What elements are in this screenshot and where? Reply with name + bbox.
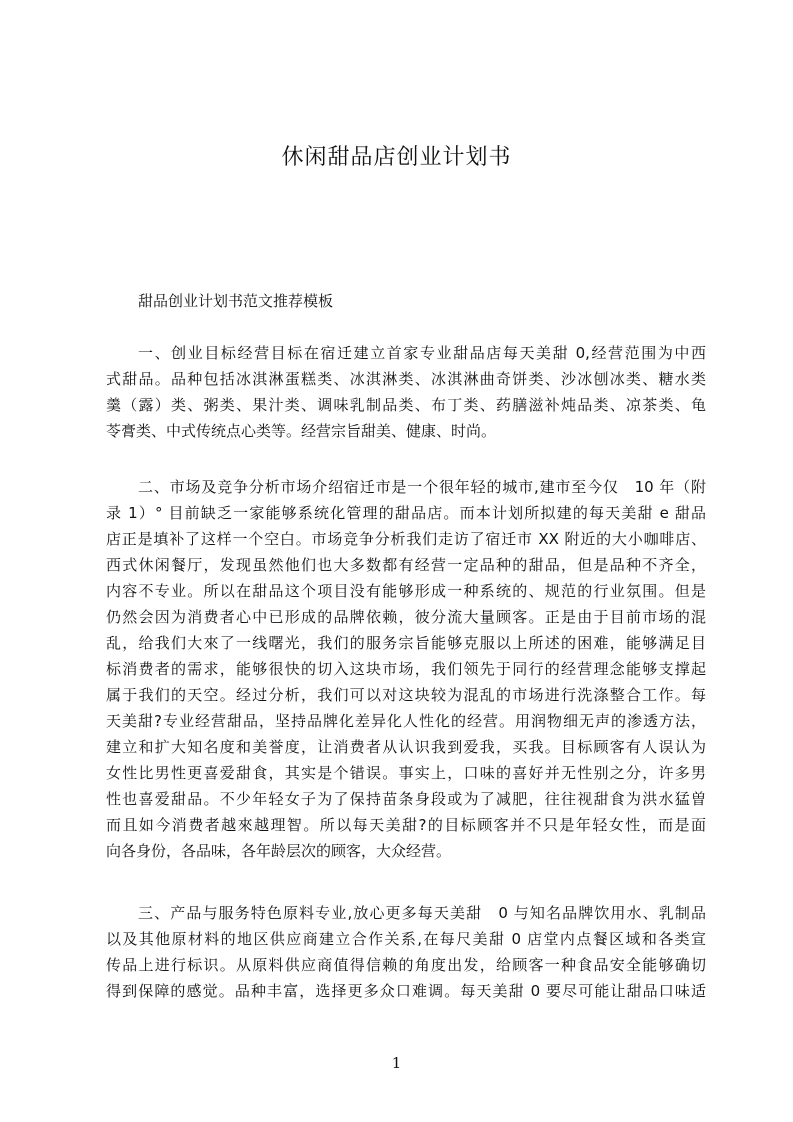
document-title: 休闲甜品店创业计划书	[281, 145, 512, 170]
paragraph-market-analysis	[106, 474, 706, 864]
paragraph-line: 而且如今消费者越來越理智。所以每天美甜?的目标顾客并不只是年轻女性，而是面	[106, 816, 706, 834]
paragraph-line: 店正是填补了这样一个空白。市场竞争分析我们走访了宿迁市 XX 附近的大小咖啡店、	[106, 530, 706, 548]
paragraph-line: 一、创业目标经营目标在宿迁建立首家专业甜品店每天美甜 0,经营范围为中西	[138, 344, 706, 362]
paragraph-goals	[106, 340, 706, 444]
paragraph-line: 女性比男性更喜爱甜食，其实是个错误。事实上，口味的喜好并无性别之分，许多男	[106, 764, 706, 782]
page-number: 1	[391, 1054, 402, 1072]
paragraph-line: 仍然会因为消费者心中已形成的品牌依赖，彼分流大量顾客。正是由于目前市场的混	[106, 608, 706, 626]
paragraph-line: 录 1）° 目前缺乏一家能够系统化管理的甜品店。而本计划所拟建的每天美甜 e 甜品	[106, 504, 706, 522]
paragraph-line: 西式休闲餐厅，发现虽然他们也大多数都有经营一定品种的甜品，但是品种不齐全，	[106, 556, 706, 574]
paragraph-line: 性也喜爱甜品。不少年轻女子为了保持苗条身段或为了减肥，往往视甜食为洪水猛曽	[106, 790, 706, 808]
paragraph-line: 苓膏类、中式传统点心类等。经营宗旨甜美、健康、时尚。	[106, 422, 497, 440]
paragraph-line: 建立和扩大知名度和美誉度，让消费者从认识我到爱我，买我。目标顾客有人误认为	[106, 738, 706, 756]
paragraph-line: 内容不专业。所以在甜品这个项目没有能够形成一种系统的、规范的行业氛围。但是	[106, 582, 706, 600]
paragraph-line: 属于我们的天空。经过分析，我们可以对这块较为混乱的市场进行洗涤整合工作。每	[106, 686, 706, 704]
document-subtitle: 甜品创业计划书范文推荐模板	[138, 292, 334, 310]
paragraph-line: 标消费者的需求，能够很快的切入这块市场，我们领先于同行的经营理念能够支撑起	[106, 660, 706, 678]
paragraph-line: 羹（露）类、粥类、果汁类、调味乳制品类、布丁类、药膳滋补炖品类、凉茶类、龟	[106, 396, 706, 414]
paragraph-line: 二、市场及竞争分析市场介绍宿迁市是一个很年轻的城市,建市至今仅 10 年（附	[138, 478, 706, 496]
paragraph-products-services	[106, 900, 706, 1004]
paragraph-line: 以及其他原材料的地区供应商建立合作关系,在每尺美甜 0 店堂内点餐区域和各类宣	[106, 930, 706, 948]
paragraph-line: 天美甜?专业经营甜品，坚持品牌化差异化人性化的经营。用润物细无声的渗透方法，	[106, 712, 706, 730]
paragraph-line: 乱，给我们大來了一线曙光，我们的服务宗旨能够克服以上所述的困难，能够满足目	[106, 634, 706, 652]
paragraph-line: 向各身份，各品味，各年龄层次的顾客，大众经营。	[106, 842, 452, 860]
paragraph-line: 传品上进行标识。从原料供应商值得信赖的角度出发，给顾客一种食品安全能够确切	[106, 956, 706, 974]
paragraph-line: 三、产品与服务特色原料专业,放心更多每天美甜 0 与知名品牌饮用水、乳制品	[138, 904, 706, 922]
paragraph-line: 得到保障的感觉。品种丰富，选择更多众口难调。每天美甜 0 要尽可能让甜品口味适	[106, 982, 706, 1000]
paragraph-line: 式甜品。品种包括冰淇淋蛋糕类、冰淇淋类、冰淇淋曲奇饼类、沙冰刨冰类、糖水类	[106, 370, 706, 388]
